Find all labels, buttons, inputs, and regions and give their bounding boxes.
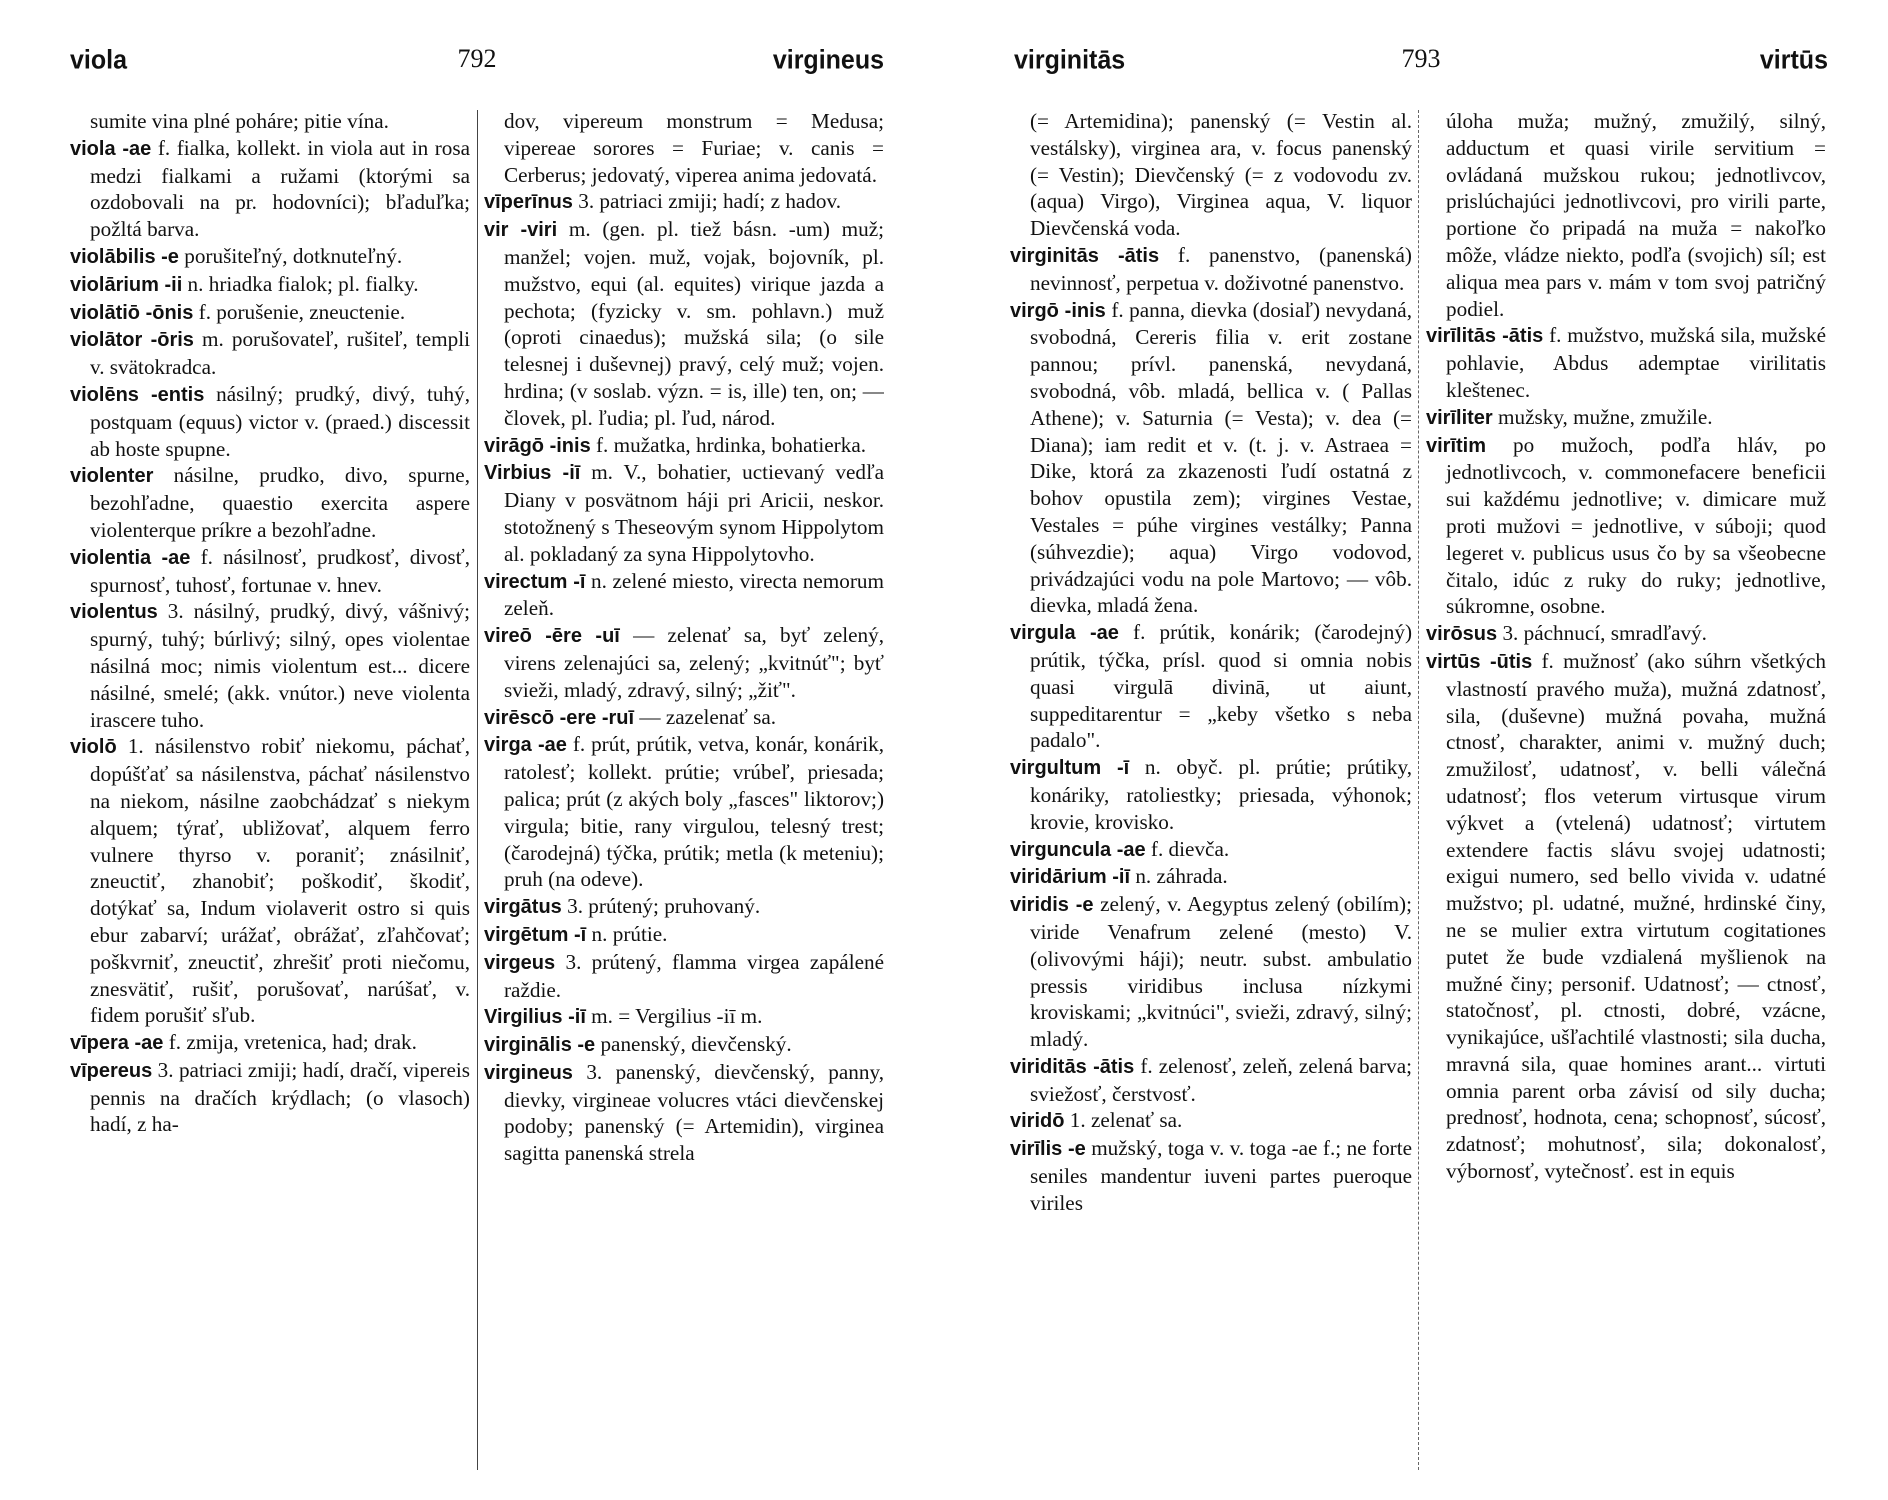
entry-headword: virgeus [484, 951, 556, 974]
dictionary-entry [1426, 432, 1826, 621]
entry-headword: viriditās -ātis [1010, 1055, 1135, 1078]
entry-headword: virēscō -ere -ruī [484, 706, 635, 729]
entry-definition: násilný; prudký, divý, tuhý, postquam (equus) victor v. (praed.) discessit ab hoste spupne. [90, 381, 470, 461]
entry-definition: panenský, dievčenský. [600, 1032, 792, 1057]
dictionary-entry [1010, 242, 1412, 297]
entry-definition: 3. patriaci zmiji; hadí; z hadov. [578, 189, 842, 214]
dictionary-entry [70, 299, 470, 327]
entry-headword: violārium -ii [70, 273, 183, 296]
entry-definition: n. záhrada. [1135, 864, 1228, 889]
entry-headword: viola -ae [70, 137, 152, 160]
dictionary-entry [484, 432, 884, 460]
column-divider [477, 110, 478, 1470]
entry-definition: mužský, toga v. v. toga -ae f.; ne forte seniles mandentur iuveni partes pueroque viriles [1030, 1136, 1412, 1215]
entry-definition: 3. prútený; pruhovaný. [567, 894, 761, 919]
dictionary-entry [1426, 322, 1826, 403]
entry-headword: virōsus [1426, 623, 1498, 646]
entry-headword: virguncula -ae [1010, 838, 1146, 861]
dictionary-entry [1426, 648, 1826, 1185]
entry-definition: 3. prútený, flamma virgea zapálené raždie. [504, 949, 884, 1002]
column-divider [1418, 110, 1419, 1470]
entry-definition: f. zmija, vretenica, had; drak. [168, 1030, 417, 1055]
entry-definition: f. panenstvo, (panenská) nevinnosť, perpetua v. doživotné panenstvo. [1030, 242, 1412, 295]
dictionary-entry [1426, 620, 1826, 648]
entry-definition: n. hriadka fialok; pl. fialky. [187, 271, 419, 296]
entry-headword: virginālis -e [484, 1034, 596, 1057]
header-right-word: virtūs [1759, 44, 1828, 76]
dictionary-entry [484, 921, 884, 949]
header-right-word: virgineus [772, 44, 884, 76]
entry-definition: — zelenať sa, byť zelený, virens zelenajúci sa, zelený; „kvitnúť"; byť svieži, mladý, zdravý, silný; „žiť". [504, 623, 884, 702]
entry-headword: violātiō -ōnis [70, 301, 194, 324]
dictionary-entry [1010, 297, 1412, 620]
dictionary-entry [1010, 754, 1412, 835]
entry-definition: 1. násilenstvo robiť niekomu, páchať, dopúšťať sa násilenstva, páchať násilenstvo na niekom, násilne zaobchádzať s niekym alquem; týrať, ubližovať, alquem ferro vulnere thyrso v. poraniť; znásilniť, zneuctiť, zhanobiť; poškodiť, škodiť, dotýkať sa, Indum violaverit ostro si quis ebur zabarví; urážať, obrážať, zľahčovať; poškvrniť, zneuctiť, zhrešiť proti niečomu, znesvätiť, rušiť, porušovať, narúšať, v. fidem porušiť sľub. [90, 734, 470, 1028]
entry-headword: viridārium -iī [1010, 866, 1131, 889]
dictionary-entry [484, 704, 884, 732]
entry-headword: vir -viri [484, 219, 558, 242]
entry-definition: f. prútik, konárik; (čarodejný) prútik, týčka, prísl. quod si omnia nobis quasi virgulā divinā, ut aiunt, suppeditarentur = „keby všetko s neba padalo". [1030, 620, 1412, 753]
dictionary-entry [70, 733, 470, 1029]
entry-definition: f. panna, dievka (dosiaľ) nevydaná, svobodná, Cereris filia v. erit zostane pannou; prívl. panenská, nevydaná, svobodná, vôb. mladá, bellica v. ( Pallas Athene); v. Saturnia (= Vesta); v. dea (= Diana); iam redit et v. (t. j. v. Astraea = Dike, ktorá za zkazenosti ľudí ostatná z bohov opustila zem); virgines Vestae, Vestales = púhe virgines vestálky; Panna (súhvezdie); aqua) Virgo vodovod, privádzajúci vodu na pole Martovo; — vôb. dievka, mladá žena. [1030, 297, 1412, 618]
dictionary-entry [484, 731, 884, 893]
dictionary-entry [70, 1029, 470, 1057]
dictionary-entry [484, 1031, 884, 1059]
dictionary-entry [484, 1059, 884, 1167]
dictionary-entry [70, 271, 470, 299]
dictionary-entry [70, 326, 470, 381]
entry-definition: n. zelené miesto, virecta nemorum zeleň. [504, 568, 884, 621]
entry-headword: vīpereus [70, 1059, 153, 1082]
entry-headword: Virbius -iī [484, 462, 581, 485]
entry-headword: virginitās -ātis [1010, 244, 1160, 267]
entry-definition: dov, vipereum monstrum = Medusa; vipereae sorores = Furiae; v. canis = Cerberus; jedovatý, viperea anima jedovatá. [504, 109, 884, 187]
entry-definition: f. fialka, kollekt. in viola aut in rosa medzi fialkami a ružami (ktorými sa ozdobovali na pr. hodovníci); bľaduľka; požltá barva. [90, 135, 470, 242]
dictionary-entry [484, 459, 884, 567]
dictionary-entry [1010, 891, 1412, 1053]
dictionary-entry [484, 622, 884, 703]
dictionary-entry [70, 243, 470, 271]
page-header [70, 46, 884, 86]
entry-headword: viridis -e [1010, 894, 1094, 917]
dictionary-entry [1010, 1107, 1412, 1135]
dictionary-entry [484, 216, 884, 431]
dictionary-entry [70, 598, 470, 733]
entry-definition: 3. násilný, prudký, divý, vášnivý; spurný, tuhý; búrlivý; silný, opes violentae násilná moc; nimis violentum est... dicere násilné, smelé; (akk. vnútor.) neve violenta irascere tuho. [90, 599, 470, 732]
entry-definition: f. mužatka, hrdinka, bohatierka. [596, 432, 867, 457]
dictionary-entry [1426, 404, 1826, 432]
entry-headword: vīpera -ae [70, 1032, 164, 1055]
entry-definition: f. prút, prútik, vetva, konár, konárik, ratolesť; kollekt. prútie; vrúbeľ, priesada; palica; prút (z akých boly „fasces" liktorov;) virgula; bitie, rany virgulou, telesný trest; (čarodejná) týčka, prútik; metla (k meteniu); pruh (na odeve). [504, 732, 884, 892]
entry-headword: violenter [70, 465, 154, 488]
entry-headword: virītim [1426, 434, 1487, 457]
entry-definition: (= Artemidina); panenský (= Vestin al. vestálsky), virginea ara, v. focus panenský (= Vestin); Dievčenský (= z vodovodu zv. (aqua) Virgo), Virginea aqua, V. liquor Dievčenská voda. [1030, 109, 1412, 241]
entry-definition: m. porušovateľ, rušiteľ, templi v. svätokradca. [90, 327, 470, 380]
entry-headword: violentia -ae [70, 546, 191, 569]
entry-continuation [484, 108, 884, 188]
dictionary-entry [1010, 1053, 1412, 1108]
entry-definition: úloha muža; mužný, zmužilý, silný, adductum et quasi virile servitium = ovládaná mužskou rukou; jednotlivcov, prislúchajúci jednotlivcovi, pro virili parte, portione čo pripadá na muža = nakoľko môže, vládze niekto, podľa (svojich) síl; est aliqua mea pars v. mám v tom svoj patričný podiel. [1446, 109, 1826, 321]
entry-definition: 3. patriaci zmiji; hadí, dračí, vipereis pennis na dračích krýdlach; (o vlasoch) hadí, z ha- [90, 1057, 470, 1137]
dictionary-entry [1010, 1135, 1412, 1216]
dictionary-column [484, 108, 884, 1478]
entry-definition: mužsky, mužne, zmužile. [1498, 404, 1713, 429]
entry-headword: violēns -entis [70, 383, 205, 406]
entry-headword: vīperīnus [484, 191, 573, 214]
entry-definition: sumite vina plné poháre; pitie vína. [90, 109, 389, 133]
entry-headword: viridō [1010, 1110, 1065, 1133]
entry-headword: virgineus [484, 1061, 573, 1084]
entry-definition: m. = Vergilius -iī m. [591, 1004, 763, 1029]
dictionary-entry [484, 188, 884, 216]
dictionary-entry [1010, 863, 1412, 891]
entry-headword: virīlitās -ātis [1426, 325, 1544, 348]
entry-headword: virgētum -ī [484, 923, 587, 946]
entry-continuation [1010, 108, 1412, 242]
entry-headword: virgō -inis [1010, 299, 1106, 322]
entry-definition: f. mužstvo, mužská sila, mužské pohlavie, Abdus ademptae virilitatis kleštenec. [1446, 323, 1826, 402]
entry-headword: virīliter [1426, 406, 1493, 429]
entry-definition: zelený, v. Aegyptus zelený (obilím); viride Venafrum zelené (mesto) V. (olivovými háji); neutr. subst. ambulatio pressis viridibus inclusa nízkymi kroviskami; „kvitnúci", svieži, zdravý, silný; mladý. [1030, 892, 1412, 1052]
dictionary-entry [484, 949, 884, 1004]
right-page [944, 0, 1888, 1500]
dictionary-entry [1010, 619, 1412, 754]
header-left-word: virginitās [1014, 44, 1126, 76]
entry-headword: violātor -ōris [70, 329, 194, 352]
entry-headword: violābilis -e [70, 245, 179, 268]
entry-headword: virīlis -e [1010, 1138, 1086, 1161]
entry-headword: virectum -ī [484, 570, 586, 593]
entry-definition: n. prútie. [591, 921, 668, 946]
dictionary-entry [1010, 836, 1412, 864]
dictionary-entry [484, 1003, 884, 1031]
entry-headword: Virgilius -iī [484, 1006, 586, 1029]
entry-definition: f. mužnosť (ako súhrn všetkých vlastností pravého muža), mužná zdatnosť, sila, (duševne) mužná povaha, mužná ctnosť, charakter, animi v. mužný duch; zmužilosť, udatnosť, v. belli válečná udatnosť; flos veterum virtusque virum výkvet a (vtelená) udatnosť; virtutem extendere factis slávu svojej udatnosti; exigui numero, sed bello vivida v. udatné mužstvo; pl. udatné, mužné, hrdinské činy, ne se mulier extra virtutum cogitationes putet že bude vzdialená myšlienok na mužné činy; personif. Udatnosť; — ctnosť, statočnosť, pl. ctnosti, dobré, vzácne, vynikajúce, ušľachtilé vlastnosti; sila ducha, mravná sila, quae homines arant... virtuti omnia parent orba závisí od sily ducha; prednosť, hodnota, cena; schopnosť, súcosť, zdatnosť; mohutnosť, sila; dokonalosť, výbornosť, vytečnosť. est in equis [1446, 648, 1826, 1184]
dictionary-column [1426, 108, 1826, 1478]
entry-definition: f. zelenosť, zeleň, zelená barva; sviežosť, čerstvosť. [1030, 1053, 1412, 1106]
entry-definition: f. násilnosť, prudkosť, divosť, spurnosť, tuhosť, fortunae v. hnev. [90, 544, 470, 597]
entry-continuation [1426, 108, 1826, 322]
entry-definition: f. porušenie, zneuctenie. [198, 299, 406, 324]
entry-headword: virgula -ae [1010, 622, 1119, 645]
entry-definition: po mužoch, podľa hláv, po jednotlivcoch, v. commonefacere beneficii sui každému jednotlive; v. dimicare muž proti mužovi = jednotlive, v súboji; quod legeret v. publicus usus čo by sa všeobecne čitalo, idúc z ruky do ruky; jednotlive, súkromne, osobne. [1446, 432, 1826, 619]
entry-definition: f. dievča. [1150, 836, 1230, 861]
entry-headword: virāgō -inis [484, 434, 591, 457]
dictionary-column [1010, 108, 1412, 1478]
entry-definition: m. V., bohatier, uctievaný vedľa Diany v posvätnom háji pri Aricii, neskor. stotožnený s Theseovým synom Hippolytom al. pokladaný za syna Hippolytovho. [504, 460, 884, 566]
dictionary-entry [70, 544, 470, 599]
dictionary-entry [70, 462, 470, 543]
entry-headword: vireō -ēre -uī [484, 625, 620, 648]
dictionary-entry [70, 1057, 470, 1138]
page-header [1014, 46, 1828, 86]
entry-headword: virgultum -ī [1010, 757, 1130, 780]
entry-headword: violō [70, 736, 117, 759]
entry-continuation [70, 108, 470, 135]
entry-headword: virgātus [484, 896, 562, 919]
dictionary-column [70, 108, 470, 1478]
dictionary-entry [484, 568, 884, 623]
entry-headword: virga -ae [484, 734, 567, 757]
dictionary-entry [70, 135, 470, 243]
page-number: 793 [1401, 44, 1441, 73]
entry-definition: 3. páchnucí, smradľavý. [1502, 621, 1707, 646]
dictionary-entry [70, 381, 470, 462]
entry-definition: n. obyč. pl. prútie; prútiky, konáriky, ratoliestky; priesada, výhonok; krovie, krovisko. [1030, 755, 1412, 834]
entry-definition: 3. panenský, dievčenský, panny, dievky, virgineae volucres vtáci dievčenskej podoby; panenský (= Artemidin), virginea sagitta panenská strela [504, 1059, 884, 1166]
entry-definition: 1. zelenať sa. [1069, 1108, 1183, 1133]
entry-definition: — zazelenať sa. [639, 704, 777, 729]
page-number: 792 [457, 44, 497, 73]
entry-definition: násilne, prudko, divo, spurne, bezohľadne, quaestio exercita aspere violenterque príkre a bezohľadne. [90, 463, 470, 542]
entry-definition: porušiteľný, dotknuteľný. [184, 243, 403, 268]
entry-headword: virtūs -ūtis [1426, 650, 1533, 673]
header-left-word: viola [70, 44, 127, 76]
entry-headword: violentus [70, 601, 158, 624]
entry-definition: m. (gen. pl. tiež básn. -um) muž; manžel; vojen. muž, vojak, bojovník, pl. mužstvo, equi (al. equites) virique jazda a pechota; (fyzicky v. sm. pohlavn.) muž (oproti cinaedus); mužská sila; (o sile telesnej i duševnej) pravý, celý muž; vojen. hrdina; (v soslab. význ. = is, ille) ten, on; — človek, pl. ľudia; pl. ľud, národ. [504, 217, 884, 430]
dictionary-entry [484, 893, 884, 921]
